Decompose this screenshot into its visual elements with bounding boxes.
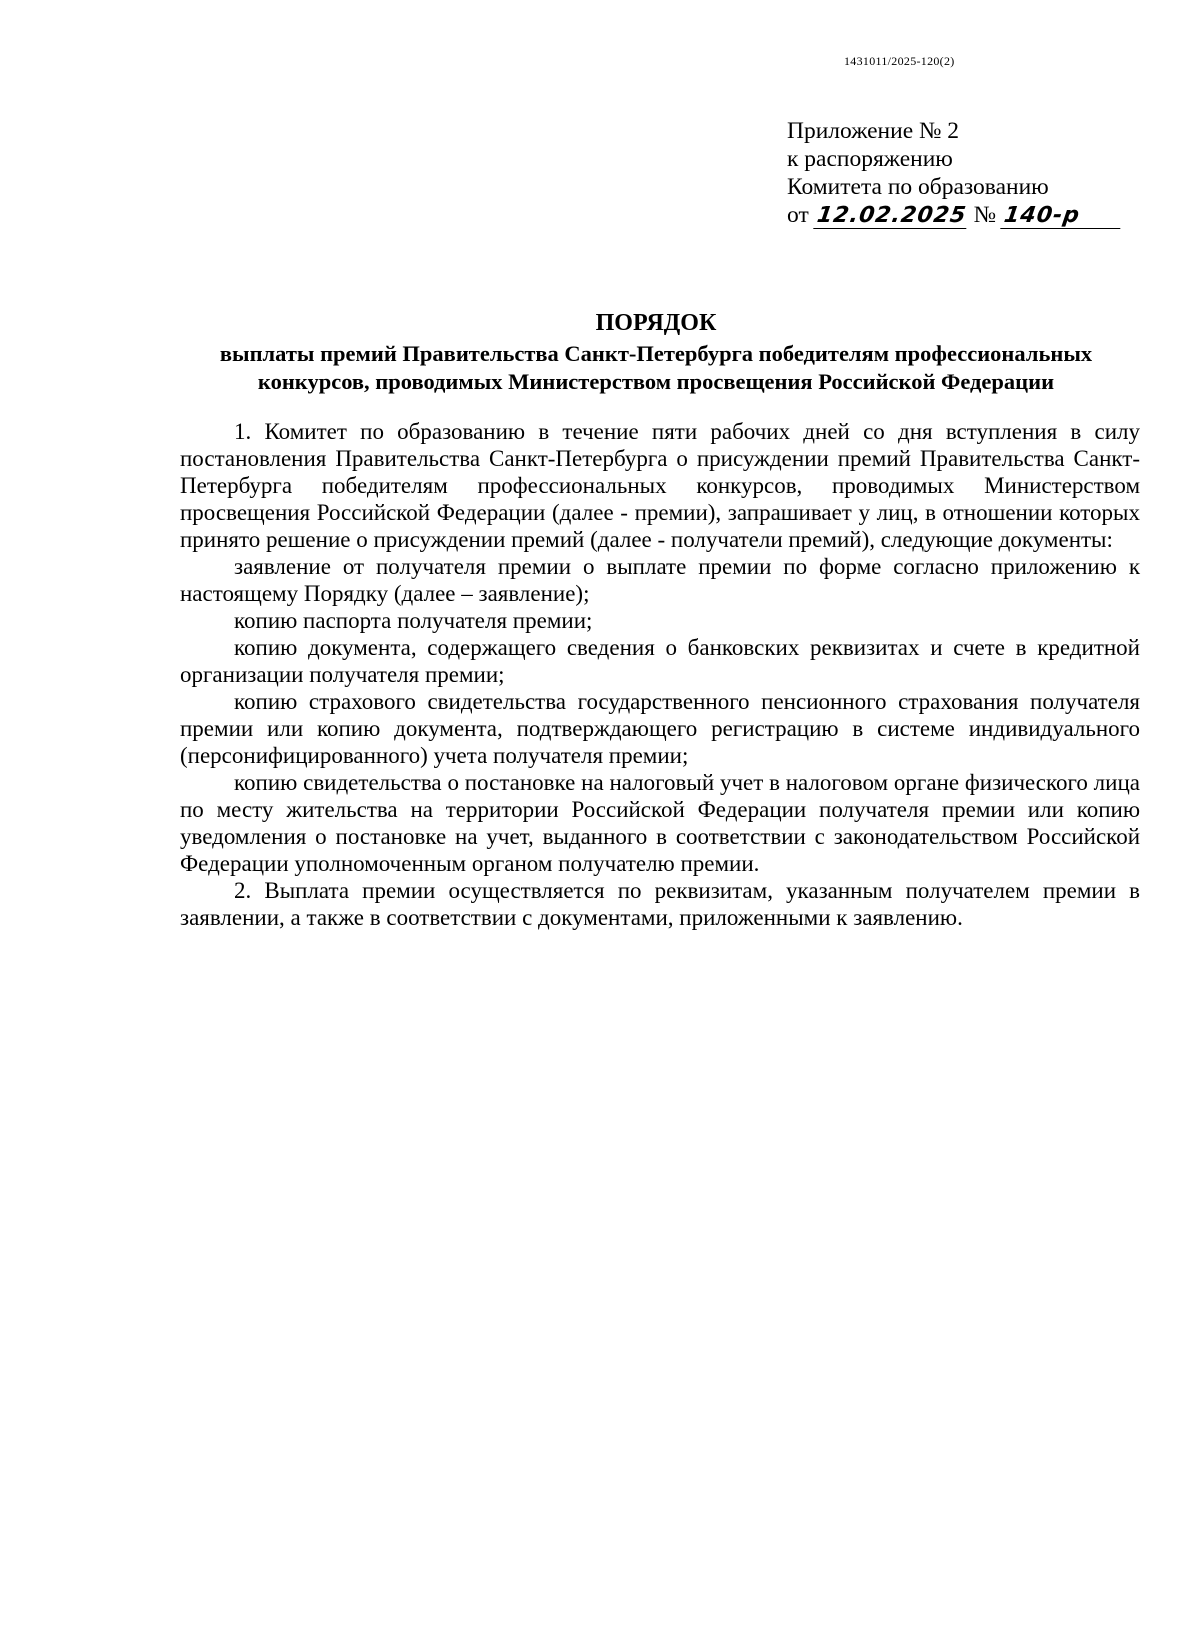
handwritten-order-number: 140-р xyxy=(1000,204,1124,229)
handwritten-date: 12.02.2025 xyxy=(813,204,970,229)
paragraph-tax-registration: копию свидетельства о постановке на налоговый учет в налоговом органе физического лица по месту жительства на территории Российской Федерации получателя премии или копию уведомления о постановке на учет, выданного в соответствии с законодательством Российской Федерации уполномоченным органом получателю премии. xyxy=(180,770,1140,876)
date-prefix: от xyxy=(787,202,809,228)
title-subtitle-line-1: выплаты премий Правительства Санкт-Петербурга победителям профессиональных xyxy=(219,341,1093,366)
title-main: ПОРЯДОК xyxy=(595,310,717,336)
appendix-committee: Комитета по образованию xyxy=(787,174,1049,200)
number-sign: № xyxy=(973,202,997,228)
appendix-order-reference: к распоряжению xyxy=(787,146,953,172)
document-body xyxy=(180,418,1140,931)
paragraph-pension-insurance: копию страхового свидетельства государственного пенсионного страхования получателя премии или копию документа, подтверждающего регистрацию в системе индивидуального (персонифицированного) учета получателя премии; xyxy=(180,689,1140,768)
appendix-date-number-line xyxy=(787,201,1122,229)
document-title xyxy=(172,308,1140,396)
paragraph-1: 1. Комитет по образованию в течение пяти рабочих дней со дня вступления в силу постановления Правительства Санкт-Петербурга о присуждении премий Правительства Санкт-Петербурга победителям профессиональных конкурсов, проводимых Министерством просвещения Российской Федерации (далее - премии), запрашивает у лиц, в отношении которых принято решение о присуждении премий (далее - получатели премий), следующие документы: xyxy=(180,419,1140,552)
paragraph-passport: копию паспорта получателя премии; xyxy=(234,608,593,633)
paragraph-application: заявление от получателя премии о выплате премии по форме согласно приложению к настоящему Порядку (далее – заявление); xyxy=(180,554,1140,606)
appendix-title: Приложение № 2 xyxy=(787,118,960,144)
paragraph-2: 2. Выплата премии осуществляется по реквизитам, указанным получателем премии в заявлении, а также в соответствии с документами, приложенными к заявлению. xyxy=(180,878,1140,930)
appendix-header xyxy=(787,117,1122,229)
document-registration-number: 1431011/2025-120(2) xyxy=(844,54,955,68)
title-subtitle-line-2: конкурсов, проводимых Министерством просвещения Российской Федерации xyxy=(257,369,1055,394)
paragraph-bank-details: копию документа, содержащего сведения о банковских реквизитах и счете в кредитной организации получателя премии; xyxy=(180,635,1140,687)
